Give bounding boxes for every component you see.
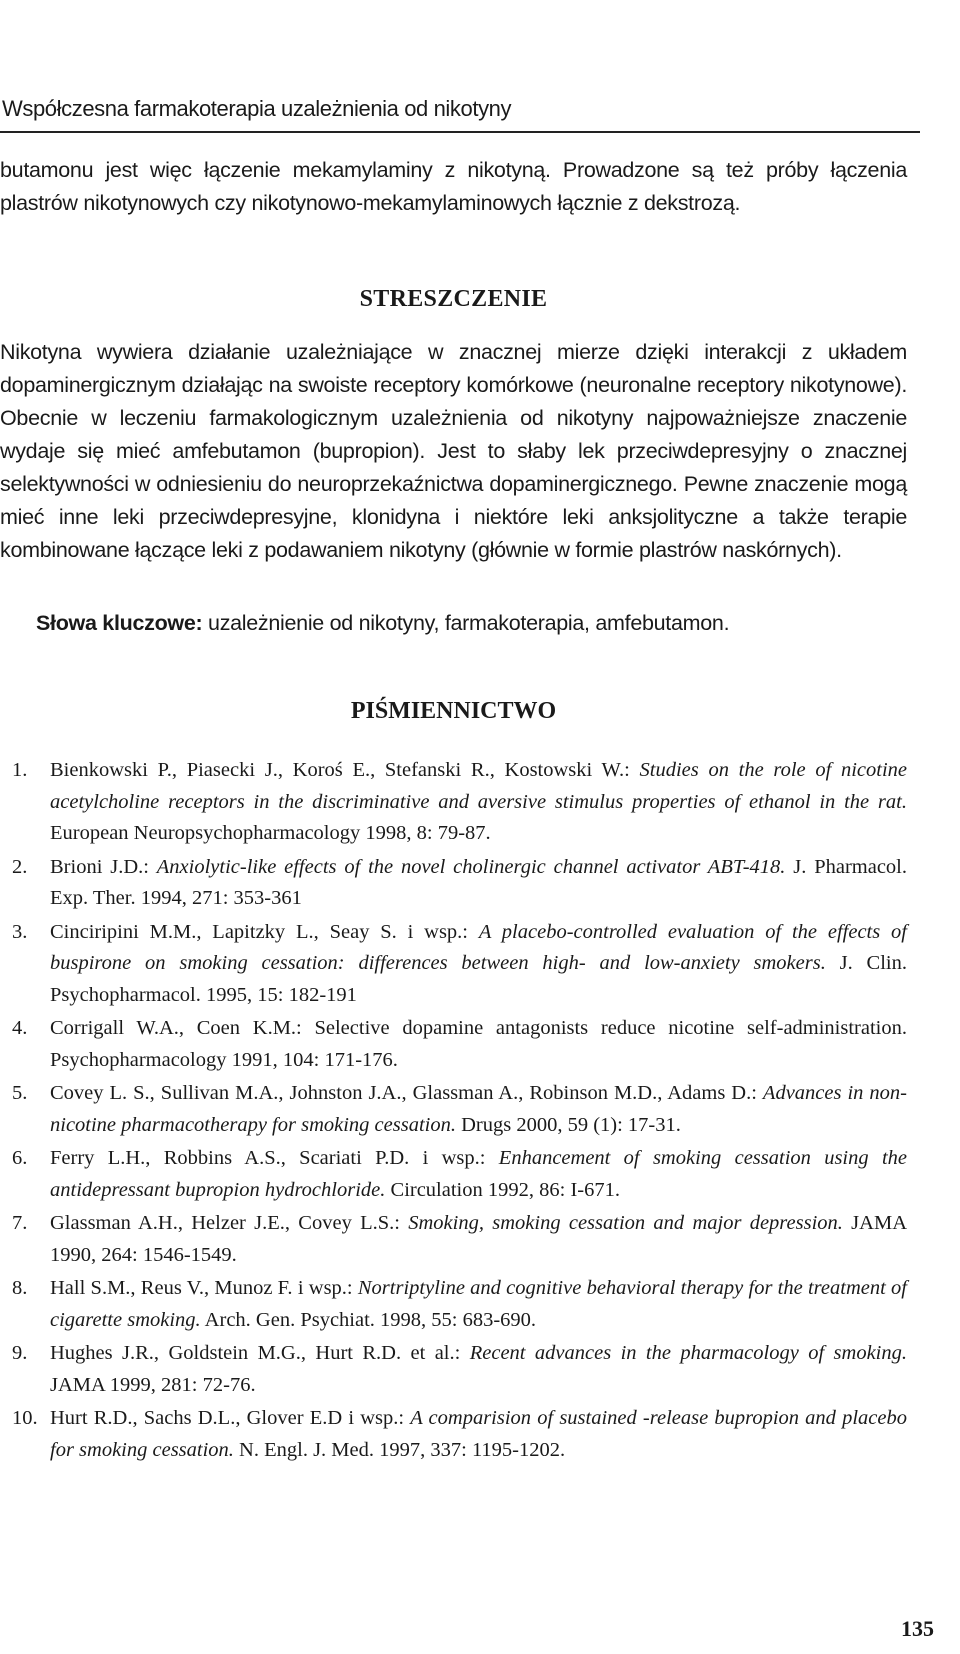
reference-item xyxy=(0,1013,907,1076)
reference-authors: Hughes J.R., Goldstein M.G., Hurt R.D. et al.: xyxy=(50,1342,470,1364)
reference-item xyxy=(0,1143,907,1206)
abstract-paragraph: Nikotyna wywiera działanie uzależniające w znacznej mierze dzięki interakcji z układem dopaminergicznym działając na swoiste receptory komórkowe (neuronalne receptory nikotynowe). Obecnie w leczeniu farmakologicznym uzależnienia od nikotyny najpoważniejsze znaczenie wydaje się mieć amfebutamon (bupropion). Jest to słaby lek przeciwdepresyjny o znacznej selektywności w odniesieniu do neuroprzekaźnictwa dopaminergicznego. Pewne znaczenie mogą mieć inne leki przeciwdepresyjne, klonidyna i niektóre leki anksjolityczne a także terapie kombinowane łączące leki z podawaniem nikotyny (głównie w formie plastrów naskórnych). xyxy=(0,340,907,562)
reference-authors: Brioni J.D.: xyxy=(50,855,157,878)
reference-source: Circulation 1992, 86: I-671. xyxy=(385,1178,620,1201)
reference-authors: Ferry L.H., Robbins A.S., Scariati P.D. i wsp.: xyxy=(50,1147,499,1169)
reference-number: 2. xyxy=(12,855,28,878)
reference-title: Recent advances in the pharmacology of smoking. xyxy=(469,1342,908,1364)
reference-source: J. Pharmacol. Exp. Ther. 1994, 271: 353-361 xyxy=(50,855,907,909)
running-header: Współczesna farmakoterapia uzależnienia od nikotyny xyxy=(2,96,512,121)
references-heading: PIŚMIENNICTWO xyxy=(350,698,557,724)
reference-authors: Covey L. S., Sullivan M.A., Johnston J.A., Glassman A., Robinson M.D., Adams D.: xyxy=(50,1082,763,1104)
reference-number: 10. xyxy=(12,1407,38,1429)
reference-number: 9. xyxy=(12,1342,28,1364)
reference-source: JAMA 1990, 264: 1546-1549. xyxy=(50,1212,907,1266)
keywords-label: Słowa kluczowe: xyxy=(36,611,203,635)
reference-number: 6. xyxy=(12,1147,28,1169)
reference-authors: Corrigall W.A., Coen K.M.: xyxy=(50,1017,315,1039)
reference-number: 3. xyxy=(12,920,28,943)
reference-item xyxy=(0,1273,907,1336)
intro-paragraph: butamonu jest więc łączenie mekamylaminy z nikotyną. Prowadzone są też próby łączenia plastrów nikotynowych czy nikotynowo-mekamylaminowych łącznie z dekstrozą. xyxy=(0,158,907,215)
reference-item xyxy=(0,1338,907,1401)
reference-source: J. Clin. Psychopharmacol. 1995, 15: 182-191 xyxy=(50,952,907,1006)
reference-source: Arch. Gen. Psychiat. 1998, 55: 683-690. xyxy=(200,1308,537,1331)
reference-number: 4. xyxy=(12,1017,28,1039)
reference-authors: Cinciripini M.M., Lapitzky L., Seay S. i wsp.: xyxy=(50,920,479,943)
keywords-line xyxy=(36,611,916,636)
reference-authors: Hall S.M., Reus V., Munoz F. i wsp.: xyxy=(50,1277,358,1299)
reference-number: 1. xyxy=(12,759,28,781)
reference-item xyxy=(0,1403,907,1466)
reference-title: Advances in non-nicotine pharmacotherapy for smoking cessation. xyxy=(50,1082,907,1136)
reference-title: Smoking, smoking cessation and major depression. xyxy=(408,1212,843,1234)
reference-title: Anxiolytic-like effects of the novel cholinergic channel activator ABT-418. xyxy=(156,855,786,878)
reference-list xyxy=(0,755,907,1468)
reference-authors: Bienkowski P., Piasecki J., Koroś E., Stefanski R., Kostowski W.: xyxy=(50,759,640,781)
reference-title: A comparision of sustained -release bupropion and placebo for smoking cessation. xyxy=(50,1407,907,1461)
reference-title: Nortriptyline and cognitive behavioral therapy for the treatment of cigarette smoking. xyxy=(50,1277,907,1331)
reference-item xyxy=(0,1208,907,1271)
reference-item xyxy=(0,755,907,850)
reference-authors: Hurt R.D., Sachs D.L., Glover E.D i wsp.: xyxy=(50,1407,411,1429)
page-number: 135 xyxy=(901,1616,934,1641)
keywords-text: uzależnienie od nikotyny, farmakoterapia, amfebutamon. xyxy=(202,611,730,635)
reference-number: 8. xyxy=(12,1277,28,1299)
reference-title: Studies on the role of nicotine acetylcholine receptors in the discriminative and aversive stimulus properties of ethanol in the rat. xyxy=(50,759,907,813)
reference-item xyxy=(0,917,907,1012)
abstract-heading: STRESZCZENIE xyxy=(359,286,548,312)
reference-item xyxy=(0,1078,907,1141)
header-rule xyxy=(0,131,920,133)
reference-title: Enhancement of smoking cessation using the antidepressant bupropion hydrochloride. xyxy=(50,1147,907,1201)
reference-item xyxy=(0,852,907,915)
reference-number: 5. xyxy=(12,1082,28,1104)
reference-title: A placebo-controlled evaluation of the effects of buspirone on smoking cessation: differences between high- and low-anxiety smokers. xyxy=(50,920,907,974)
reference-source: Drugs 2000, 59 (1): 17-31. xyxy=(455,1113,681,1136)
reference-authors: Glassman A.H., Helzer J.E., Covey L.S.: xyxy=(50,1212,409,1234)
reference-source: JAMA 1999, 281: 72-76. xyxy=(50,1373,256,1396)
reference-number: 7. xyxy=(12,1212,28,1234)
reference-source: N. Engl. J. Med. 1997, 337: 1195-1202. xyxy=(233,1438,566,1461)
reference-source: European Neuropsychopharmacology 1998, 8: 79-87. xyxy=(50,822,491,844)
reference-source: Selective dopamine antagonists reduce nicotine self-administration. Psychopharmacology 1991, 104: 171-176. xyxy=(50,1017,907,1071)
